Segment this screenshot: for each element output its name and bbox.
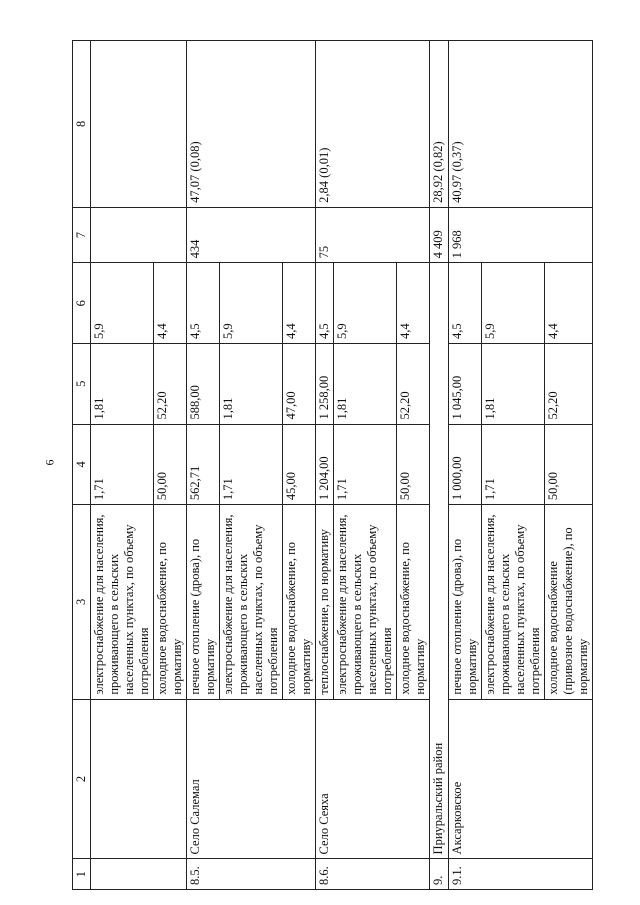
population-cell: 4 409: [430, 207, 449, 263]
cell-empty: [91, 41, 187, 208]
share-cell: 40,97 (0,37): [449, 41, 593, 208]
value-cell: 1 204,00: [316, 424, 334, 505]
header-cell: 6: [73, 263, 91, 344]
value-cell: 5,9: [220, 263, 283, 344]
value-cell: 1 000,00: [449, 424, 482, 505]
settlement-name: Аксарковское: [449, 699, 593, 859]
row-number: 8.5.: [187, 859, 316, 890]
share-cell: 2,84 (0,01): [316, 41, 430, 208]
value-cell: 1,81: [220, 343, 283, 424]
header-row: [73, 41, 91, 890]
value-cell: 4,5: [316, 263, 334, 344]
service-cell: электроснабжение для населения, проживающего в сельских населенных пунктах, по объему потребления: [334, 505, 397, 700]
value-cell: 45,00: [283, 424, 316, 505]
header-cell: 5: [73, 343, 91, 424]
header-cell: 7: [73, 207, 91, 263]
service-cell: электроснабжение для населения, проживающего в сельских населенных пунктах, по объему потребления: [220, 505, 283, 700]
settlement-name: Село Салемал: [187, 699, 316, 859]
service-cell: электроснабжение для населения, проживающего в сельских населенных пунктах, по объему потребления: [482, 505, 545, 700]
header-cell: 4: [73, 424, 91, 505]
service-cell: холодное водоснабжение (привозное водоснабжение), по нормативу: [545, 505, 593, 700]
table-row: [316, 41, 334, 890]
value-cell: 4,5: [449, 263, 482, 344]
row-number: 8.6.: [316, 859, 430, 890]
row-number: 9.: [430, 859, 449, 890]
value-cell: 4,5: [187, 263, 220, 344]
value-cell: 1,71: [220, 424, 283, 505]
value-cell: 1,71: [91, 424, 154, 505]
service-cell: печное отопление (дрова), по нормативу: [187, 505, 220, 700]
service-cell: холодное водоснабжение, по нормативу: [397, 505, 430, 700]
value-cell: 50,00: [545, 424, 593, 505]
value-cell: 588,00: [187, 343, 220, 424]
value-cell: 52,20: [545, 343, 593, 424]
value-cell: 4,4: [283, 263, 316, 344]
population-cell: 1 968: [449, 207, 593, 263]
page-number: 6: [42, 459, 57, 466]
settlement-name: Село Сеяха: [316, 699, 430, 859]
value-cell: 4,4: [397, 263, 430, 344]
value-cell: 5,9: [91, 263, 154, 344]
value-cell: 52,20: [154, 343, 187, 424]
value-cell: 1,71: [334, 424, 397, 505]
share-cell: 47,07 (0,08): [187, 41, 316, 208]
value-cell: 1 258,00: [316, 343, 334, 424]
population-cell: 75: [316, 207, 430, 263]
cell-empty: [91, 859, 187, 890]
service-cell: электроснабжение для населения, проживающего в сельских населенных пунктах, по объему потребления: [91, 505, 154, 700]
value-cell: 1,81: [482, 343, 545, 424]
cell-empty: [91, 207, 187, 263]
value-cell: 5,9: [482, 263, 545, 344]
service-cell: теплоснабжение, по нормативу: [316, 505, 334, 700]
table-row: [91, 41, 154, 890]
service-cell: холодное водоснабжение, по нормативу: [283, 505, 316, 700]
value-cell: 50,00: [154, 424, 187, 505]
value-cell: 5,9: [334, 263, 397, 344]
value-cell: 52,20: [397, 343, 430, 424]
value-cell: 47,00: [283, 343, 316, 424]
tariff-table: [72, 40, 593, 890]
value-cell: 50,00: [397, 424, 430, 505]
value-cell: 1,71: [482, 424, 545, 505]
table-row: [449, 41, 482, 890]
value-cell: 4,4: [545, 263, 593, 344]
value-cell: 1 045,00: [449, 343, 482, 424]
cell-empty: [91, 699, 187, 859]
region-name: Приуральский район: [430, 263, 449, 859]
population-cell: 434: [187, 207, 316, 263]
table-row: [187, 41, 220, 890]
header-cell: 8: [73, 41, 91, 208]
value-cell: 1,81: [91, 343, 154, 424]
row-number: 9.1.: [449, 859, 593, 890]
value-cell: 562,71: [187, 424, 220, 505]
share-cell: 28,92 (0,82): [430, 41, 449, 208]
header-cell: 2: [73, 699, 91, 859]
value-cell: 4,4: [154, 263, 187, 344]
rotated-page: [72, 40, 633, 890]
header-cell: 3: [73, 505, 91, 700]
header-cell: 1: [73, 859, 91, 890]
region-row: [430, 41, 449, 890]
service-cell: холодное водоснабжение, по нормативу: [154, 505, 187, 700]
service-cell: печное отопление (дрова), по нормативу: [449, 505, 482, 700]
value-cell: 1,81: [334, 343, 397, 424]
